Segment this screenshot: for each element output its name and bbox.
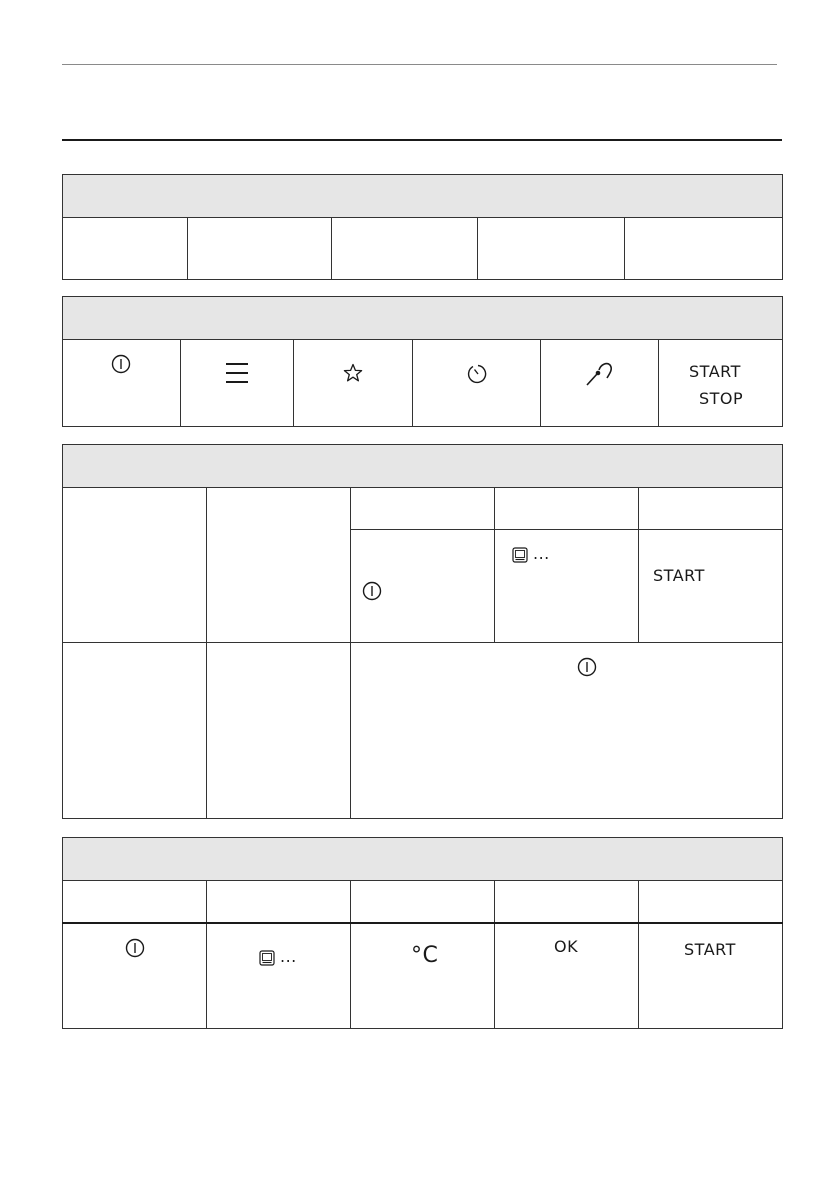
table-3-header <box>63 445 783 488</box>
control-panel-table <box>62 296 783 427</box>
table-1-cell <box>625 218 783 280</box>
table-3-cell <box>63 488 207 643</box>
table-3-step-oven <box>495 530 639 643</box>
table-1-cell <box>332 218 478 280</box>
control-cell-favourite <box>294 340 413 427</box>
start-label: START <box>653 566 705 585</box>
table-1-cell <box>478 218 625 280</box>
table-4-step-power <box>63 923 207 1029</box>
oven-icon <box>259 950 275 966</box>
table-4-step-start <box>639 923 783 1029</box>
header-rule <box>62 64 777 65</box>
table-4-step-temperature <box>351 923 495 1029</box>
control-cell-menu <box>181 340 294 427</box>
power-icon <box>362 581 382 601</box>
table-4 <box>62 837 783 1029</box>
menu-icon <box>225 362 249 384</box>
table-3 <box>62 444 783 819</box>
control-cell-probe <box>541 340 659 427</box>
start-label: START <box>684 939 736 959</box>
table-1 <box>62 174 783 280</box>
table-1-cell <box>188 218 332 280</box>
table-3-subheader <box>639 488 783 530</box>
table-3-subheader <box>351 488 495 530</box>
control-panel-header <box>63 297 783 340</box>
table-4-step-oven <box>207 923 351 1029</box>
table-3-step-start <box>639 530 783 643</box>
power-icon <box>577 657 597 677</box>
table-1-header <box>63 175 783 218</box>
table-4-subheader <box>351 881 495 923</box>
table-3-note <box>351 643 783 819</box>
ellipsis: ... <box>533 544 550 563</box>
table-3-cell <box>207 488 351 643</box>
table-4-step-ok <box>495 923 639 1029</box>
section-rule <box>62 139 782 141</box>
table-1-cell <box>63 218 188 280</box>
table-4-subheader <box>63 881 207 923</box>
stop-label: STOP <box>699 389 744 408</box>
table-3-cell <box>207 643 351 819</box>
table-4-header <box>63 838 783 881</box>
power-icon <box>125 938 145 958</box>
table-3-step-power <box>351 530 495 643</box>
table-4-subheader <box>495 881 639 923</box>
control-cell-start-stop <box>659 340 783 427</box>
oven-icon <box>512 547 528 563</box>
control-cell-power <box>63 340 181 427</box>
temperature-icon: °C <box>411 942 439 968</box>
ok-label: OK <box>554 936 579 956</box>
control-cell-timer <box>413 340 541 427</box>
star-icon <box>343 363 363 383</box>
ellipsis: ... <box>280 946 297 966</box>
table-4-subheader <box>639 881 783 923</box>
start-label: START <box>689 362 741 381</box>
timer-icon <box>467 363 489 385</box>
table-3-subheader <box>495 488 639 530</box>
table-4-subheader <box>207 881 351 923</box>
power-icon <box>111 354 131 374</box>
table-3-cell <box>63 643 207 819</box>
food-probe-icon <box>585 360 617 388</box>
